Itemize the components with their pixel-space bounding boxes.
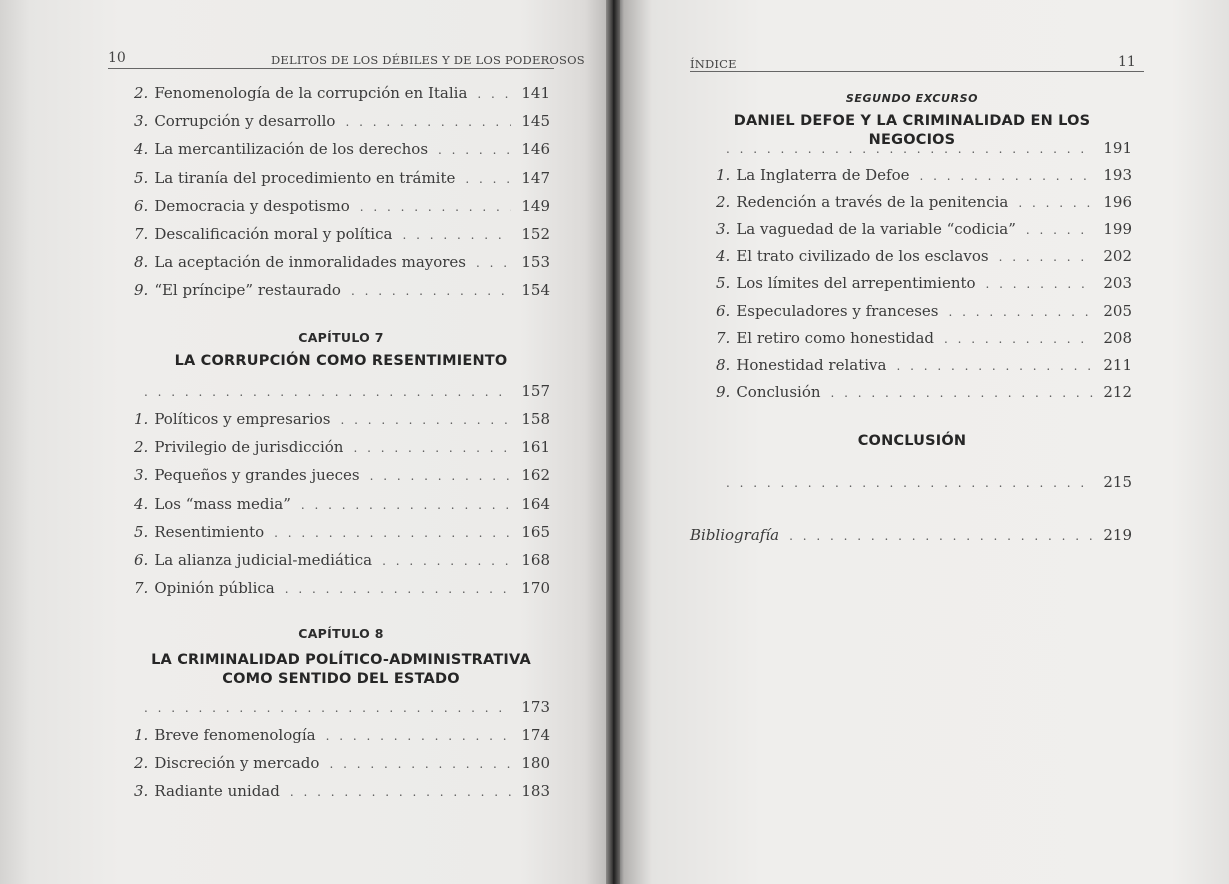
toc-entry-title: Los “mass media” bbox=[154, 494, 291, 513]
chapter7-title: LA CORRUPCIÓN COMO RESENTIMIENTO bbox=[174, 353, 508, 369]
toc-entry-page: 196 bbox=[1103, 193, 1132, 212]
toc-entry-page: 161 bbox=[521, 438, 550, 457]
toc-entry bbox=[134, 579, 550, 597]
dot-leader bbox=[476, 256, 511, 270]
toc-entry bbox=[134, 197, 550, 215]
dot-leader bbox=[144, 385, 511, 399]
excurso-title: DANIEL DEFOE Y LA CRIMINALIDAD EN LOS NEGOCIOS bbox=[733, 113, 1091, 148]
toc-entry bbox=[716, 166, 1132, 184]
toc-entry-number: 5. bbox=[134, 168, 149, 187]
toc-entry-title: Pequeños y grandes jueces bbox=[154, 466, 360, 485]
dot-leader bbox=[438, 143, 511, 157]
toc-entry-number: 6. bbox=[134, 551, 149, 569]
toc-entry-title: Resentimiento bbox=[154, 522, 265, 541]
dot-leader bbox=[285, 582, 512, 596]
dot-leader bbox=[301, 498, 511, 512]
toc-entry-title: La aceptación de inmoralidades mayores bbox=[154, 253, 467, 272]
toc-entry-number: 4. bbox=[134, 140, 149, 159]
toc-entry-number: 2. bbox=[134, 438, 149, 457]
dot-leader bbox=[986, 277, 1094, 291]
left-header-rule bbox=[108, 68, 554, 69]
dot-leader bbox=[919, 169, 1093, 183]
toc-entry bbox=[134, 253, 550, 271]
conclusion-entry bbox=[716, 473, 1132, 491]
toc-entry bbox=[716, 193, 1132, 211]
toc-entry-number: 2. bbox=[716, 193, 731, 212]
dot-leader bbox=[896, 359, 1093, 373]
dot-leader bbox=[1018, 196, 1093, 210]
conclusion-title: CONCLUSIÓN bbox=[857, 433, 967, 449]
toc-entry-page: 164 bbox=[521, 494, 550, 513]
right-running-head: ÍNDICE bbox=[690, 57, 737, 71]
toc-entry bbox=[716, 274, 1132, 292]
toc-entry-page: 193 bbox=[1103, 166, 1132, 184]
toc-entry-number: 8. bbox=[716, 355, 731, 374]
toc-entry-title: Descalificación moral y política bbox=[154, 225, 393, 243]
toc-entry-title: Fenomenología de la corrupción en Italia bbox=[154, 84, 468, 102]
toc-entry-page: 208 bbox=[1103, 328, 1132, 347]
toc-entry bbox=[716, 220, 1132, 238]
dot-leader bbox=[726, 476, 1093, 490]
chapter8-title bbox=[134, 651, 548, 689]
toc-entry-page: 199 bbox=[1103, 220, 1132, 239]
dot-leader bbox=[726, 142, 1093, 156]
toc-entry-number: 7. bbox=[134, 579, 149, 598]
dot-leader bbox=[370, 469, 512, 483]
toc-entry-page: 147 bbox=[521, 168, 550, 187]
dot-leader bbox=[329, 757, 511, 771]
right-page bbox=[612, 0, 1229, 884]
toc-entry-title: Breve fenomenología bbox=[154, 726, 316, 744]
toc-entry-title: Corrupción y desarrollo bbox=[154, 112, 336, 131]
excurso-label: SEGUNDO EXCURSO bbox=[845, 92, 979, 105]
toc-entry-page: 183 bbox=[521, 782, 550, 800]
toc-entry-title: Radiante unidad bbox=[154, 782, 280, 800]
toc-entry-number: 8. bbox=[134, 253, 149, 272]
toc-entry bbox=[134, 281, 550, 299]
dot-leader bbox=[351, 284, 511, 298]
dot-leader bbox=[345, 115, 511, 129]
dot-leader bbox=[274, 526, 511, 540]
toc-entry bbox=[134, 754, 550, 772]
toc-entry-number: 1. bbox=[716, 166, 731, 184]
toc-entry-number: 9. bbox=[134, 281, 149, 300]
chapter7-intro-entry bbox=[134, 382, 550, 400]
toc-entry bbox=[134, 140, 550, 158]
toc-entry bbox=[716, 383, 1132, 401]
toc-entry-page: 141 bbox=[521, 84, 550, 102]
toc-entry-page: 158 bbox=[521, 410, 550, 428]
toc-entry bbox=[716, 356, 1132, 374]
toc-entry-page: 162 bbox=[521, 466, 550, 485]
dot-leader bbox=[353, 441, 511, 455]
toc-entry-title: La vaguedad de la variable “codicia” bbox=[736, 220, 1016, 239]
chapter8-title-line2: COMO SENTIDO DEL ESTADO bbox=[222, 671, 460, 687]
toc-entry bbox=[134, 84, 550, 102]
toc-entry bbox=[716, 247, 1132, 265]
toc-entry-title: Opinión pública bbox=[154, 579, 275, 598]
toc-entry-title: La alianza judicial-mediática bbox=[154, 551, 373, 569]
dot-leader bbox=[360, 200, 512, 214]
toc-entry-number: 7. bbox=[716, 328, 731, 347]
toc-entry bbox=[134, 169, 550, 187]
toc-entry-title: Conclusión bbox=[736, 382, 821, 401]
dot-leader bbox=[477, 87, 511, 101]
toc-entry-title: El retiro como honestidad bbox=[736, 328, 935, 347]
toc-entry-page: 219 bbox=[1103, 526, 1132, 544]
toc-entry-page: 153 bbox=[521, 253, 550, 272]
toc-entry-number: 7. bbox=[134, 225, 149, 243]
toc-entry-title: Honestidad relativa bbox=[736, 355, 887, 374]
bibliography-entry bbox=[690, 526, 1132, 544]
toc-entry-page: 149 bbox=[521, 196, 550, 215]
toc-entry bbox=[134, 410, 550, 428]
toc-entry-number: 1. bbox=[134, 410, 149, 428]
dot-leader bbox=[944, 332, 1093, 346]
toc-entry-number: 6. bbox=[134, 196, 149, 215]
book-gutter bbox=[606, 0, 620, 884]
toc-entry-title: La Inglaterra de Defoe bbox=[736, 166, 910, 184]
toc-entry-page: 212 bbox=[1103, 382, 1132, 401]
toc-entry-title: La tiranía del procedimiento en trámite bbox=[154, 168, 456, 187]
toc-entry-title: Especuladores y franceses bbox=[736, 301, 939, 320]
toc-entry-page: 180 bbox=[521, 754, 550, 772]
toc-entry-title: Políticos y empresarios bbox=[154, 410, 331, 428]
chapter8-label: CAPÍTULO 8 bbox=[298, 626, 384, 641]
toc-entry-title: “El príncipe” restaurado bbox=[154, 281, 341, 300]
dot-leader bbox=[789, 529, 1093, 543]
toc-entry-number: 5. bbox=[134, 522, 149, 541]
toc-entry-number: 2. bbox=[134, 754, 149, 772]
toc-entry bbox=[134, 726, 550, 744]
dot-leader bbox=[465, 172, 511, 186]
toc-entry-page: 146 bbox=[521, 140, 550, 159]
toc-entry-number: 3. bbox=[134, 782, 149, 800]
toc-entry bbox=[716, 329, 1132, 347]
dot-leader bbox=[831, 386, 1094, 400]
toc-entry-page: 215 bbox=[1103, 473, 1132, 491]
dot-leader bbox=[290, 785, 512, 799]
toc-entry-number: 3. bbox=[134, 466, 149, 485]
dot-leader bbox=[949, 305, 1094, 319]
toc-entry-page: 205 bbox=[1103, 301, 1132, 320]
toc-entry-title: El trato civilizado de los esclavos bbox=[736, 247, 989, 266]
toc-entry-number: 1. bbox=[134, 726, 149, 744]
toc-entry bbox=[134, 225, 550, 243]
toc-entry-number: 9. bbox=[716, 382, 731, 401]
toc-entry-number: 3. bbox=[716, 220, 731, 239]
toc-entry-page: 165 bbox=[521, 522, 550, 541]
toc-entry bbox=[134, 551, 550, 569]
toc-entry bbox=[134, 438, 550, 456]
toc-entry bbox=[134, 523, 550, 541]
left-page bbox=[0, 0, 612, 884]
toc-entry-page: 174 bbox=[521, 726, 550, 744]
dot-leader bbox=[144, 701, 511, 715]
left-folio: 10 bbox=[108, 50, 126, 66]
toc-entry bbox=[716, 302, 1132, 320]
toc-entry-title: Democracia y despotismo bbox=[154, 196, 350, 215]
chapter8-intro-entry bbox=[134, 698, 550, 716]
toc-entry bbox=[134, 495, 550, 513]
toc-entry-page: 203 bbox=[1103, 274, 1132, 293]
toc-entry bbox=[134, 112, 550, 130]
dot-leader bbox=[382, 554, 511, 568]
toc-entry-title: Redención a través de la penitencia bbox=[736, 193, 1009, 212]
toc-entry-page: 152 bbox=[521, 225, 550, 243]
chapter8-title-line1: LA CRIMINALIDAD POLÍTICO-ADMINISTRATIVA bbox=[151, 652, 531, 668]
toc-entry bbox=[134, 782, 550, 800]
toc-entry-number: 3. bbox=[134, 112, 149, 131]
toc-entry-title: La mercantilización de los derechos bbox=[154, 140, 429, 159]
toc-entry-page: 154 bbox=[521, 281, 550, 300]
dot-leader bbox=[402, 228, 511, 242]
toc-entry-page: 191 bbox=[1103, 139, 1132, 157]
toc-entry-page: 211 bbox=[1103, 355, 1132, 374]
toc-entry-page: 202 bbox=[1103, 247, 1132, 266]
toc-entry-title: Privilegio de jurisdicción bbox=[154, 438, 344, 457]
toc-entry-number: 4. bbox=[716, 247, 731, 266]
toc-entry-page: 157 bbox=[521, 382, 550, 400]
dot-leader bbox=[340, 413, 511, 427]
toc-entry-title: Los límites del arrepentimiento bbox=[736, 274, 976, 293]
dot-leader bbox=[326, 729, 512, 743]
toc-entry-title: Discreción y mercado bbox=[154, 754, 320, 772]
right-header-rule bbox=[690, 71, 1144, 72]
toc-entry-page: 145 bbox=[521, 112, 550, 131]
left-running-head: DELITOS DE LOS DÉBILES Y DE LOS PODEROSOS bbox=[271, 53, 585, 67]
chapter7-label: CAPÍTULO 7 bbox=[298, 330, 384, 345]
dot-leader bbox=[1026, 223, 1093, 237]
toc-entry-page: 173 bbox=[521, 698, 550, 716]
toc-entry-number: 6. bbox=[716, 301, 731, 320]
toc-entry-title: Bibliografía bbox=[690, 526, 780, 544]
excurso-intro-entry bbox=[716, 139, 1132, 157]
toc-entry-number: 5. bbox=[716, 274, 731, 293]
dot-leader bbox=[999, 250, 1094, 264]
right-folio: 11 bbox=[1118, 54, 1136, 70]
toc-entry-number: 2. bbox=[134, 84, 149, 102]
toc-entry-number: 4. bbox=[134, 494, 149, 513]
toc-entry bbox=[134, 466, 550, 484]
toc-entry-page: 170 bbox=[521, 579, 550, 598]
toc-entry-page: 168 bbox=[521, 551, 550, 569]
